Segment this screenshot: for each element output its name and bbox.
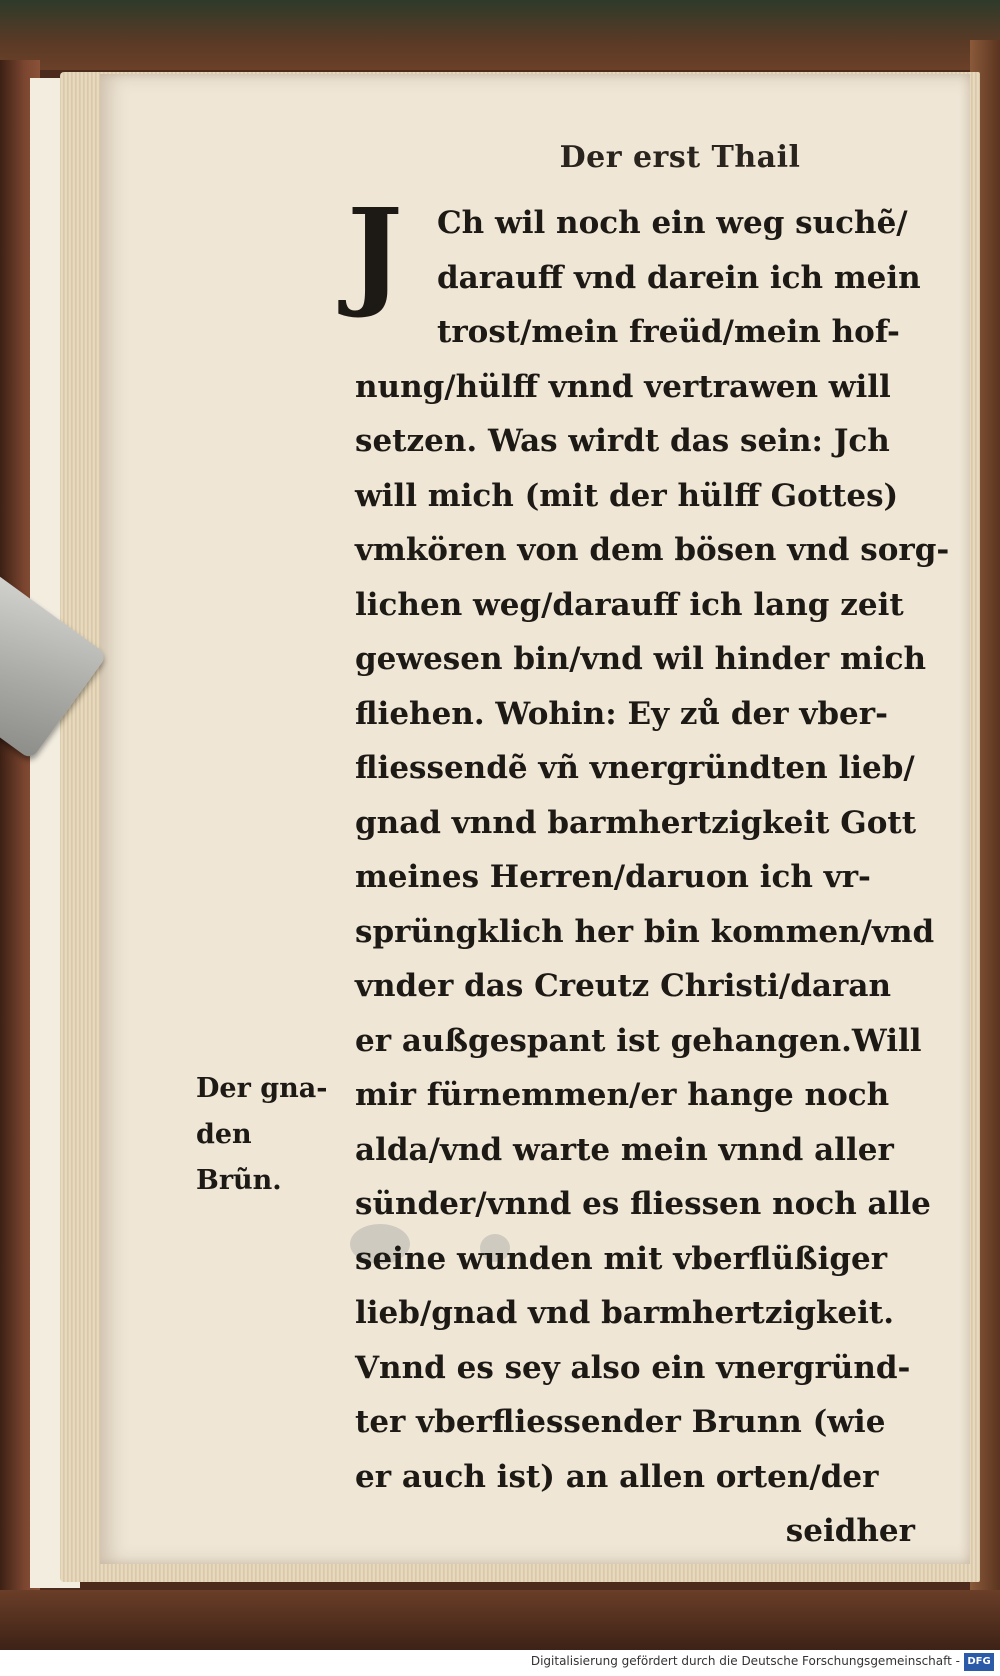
marginal-note-line: den Brũn. — [196, 1119, 282, 1196]
marginal-note — [196, 1066, 346, 1204]
text-line: sünder/vnnd es fliessen noch alle — [355, 1186, 931, 1222]
text-line: mir fürnemmen/er hange noch — [355, 1077, 890, 1113]
text-line: Ch wil noch ein weg suchẽ/ — [437, 205, 908, 241]
text-line: fliessendẽ vñ vnergründten lieb/ — [355, 750, 915, 786]
text-line: ter vberfliessender Brunn (wie — [355, 1404, 886, 1440]
text-line: darauff vnd darein ich mein — [437, 259, 921, 296]
book-cover-top — [0, 0, 1000, 70]
drop-cap: J — [347, 182, 403, 321]
text-line: alda/vnd warte mein vnnd aller — [355, 1131, 894, 1168]
book-cover-bottom — [0, 1590, 1000, 1650]
text-line: Vnnd es sey also ein vnergründ- — [355, 1349, 911, 1386]
text-line: lichen weg/darauff ich lang zeit — [355, 586, 904, 623]
text-line: seine wunden mit vberflüßiger — [355, 1240, 888, 1277]
text-line: er außgespant ist gehangen.Will — [355, 1022, 922, 1059]
text-line: nung/hülff vnnd vertrawen will — [355, 368, 891, 405]
running-head: Der erst Thail — [559, 140, 801, 175]
text-line: meines Herren/daruon ich vr- — [355, 859, 871, 895]
text-line: sprüngklich her bin kommen/vnd — [355, 913, 935, 950]
text-line: vnder das Creutz Christi/daran — [355, 968, 891, 1004]
main-text-block — [347, 182, 950, 1559]
text-line: lieb/gnad vnd barmhertzigkeit. — [355, 1295, 895, 1331]
catchword: seidher — [785, 1513, 915, 1549]
text-line: vmkören von dem bösen vnd sorg- — [355, 532, 950, 568]
text-line: fliehen. Wohin: Ey zů der vber- — [355, 695, 888, 732]
marginal-note-line: Der gna- — [196, 1073, 328, 1104]
text-line: setzen. Was wirdt das sein: Jch — [355, 423, 890, 459]
text-line: trost/mein freüd/mein hof- — [437, 314, 900, 350]
text-line: gewesen bin/vnd wil hinder mich — [355, 641, 927, 677]
dfg-logo: DFG — [964, 1653, 994, 1671]
text-line: will mich (mit der hülff Gottes) — [355, 477, 899, 514]
text-line: er auch ist) an allen orten/der — [355, 1458, 879, 1495]
footer-credit: Digitalisierung gefördert durch die Deutsche Forschungsgemeinschaft - — [530, 1654, 960, 1668]
text-line: gnad vnnd barmhertzigkeit Gott — [355, 804, 917, 841]
